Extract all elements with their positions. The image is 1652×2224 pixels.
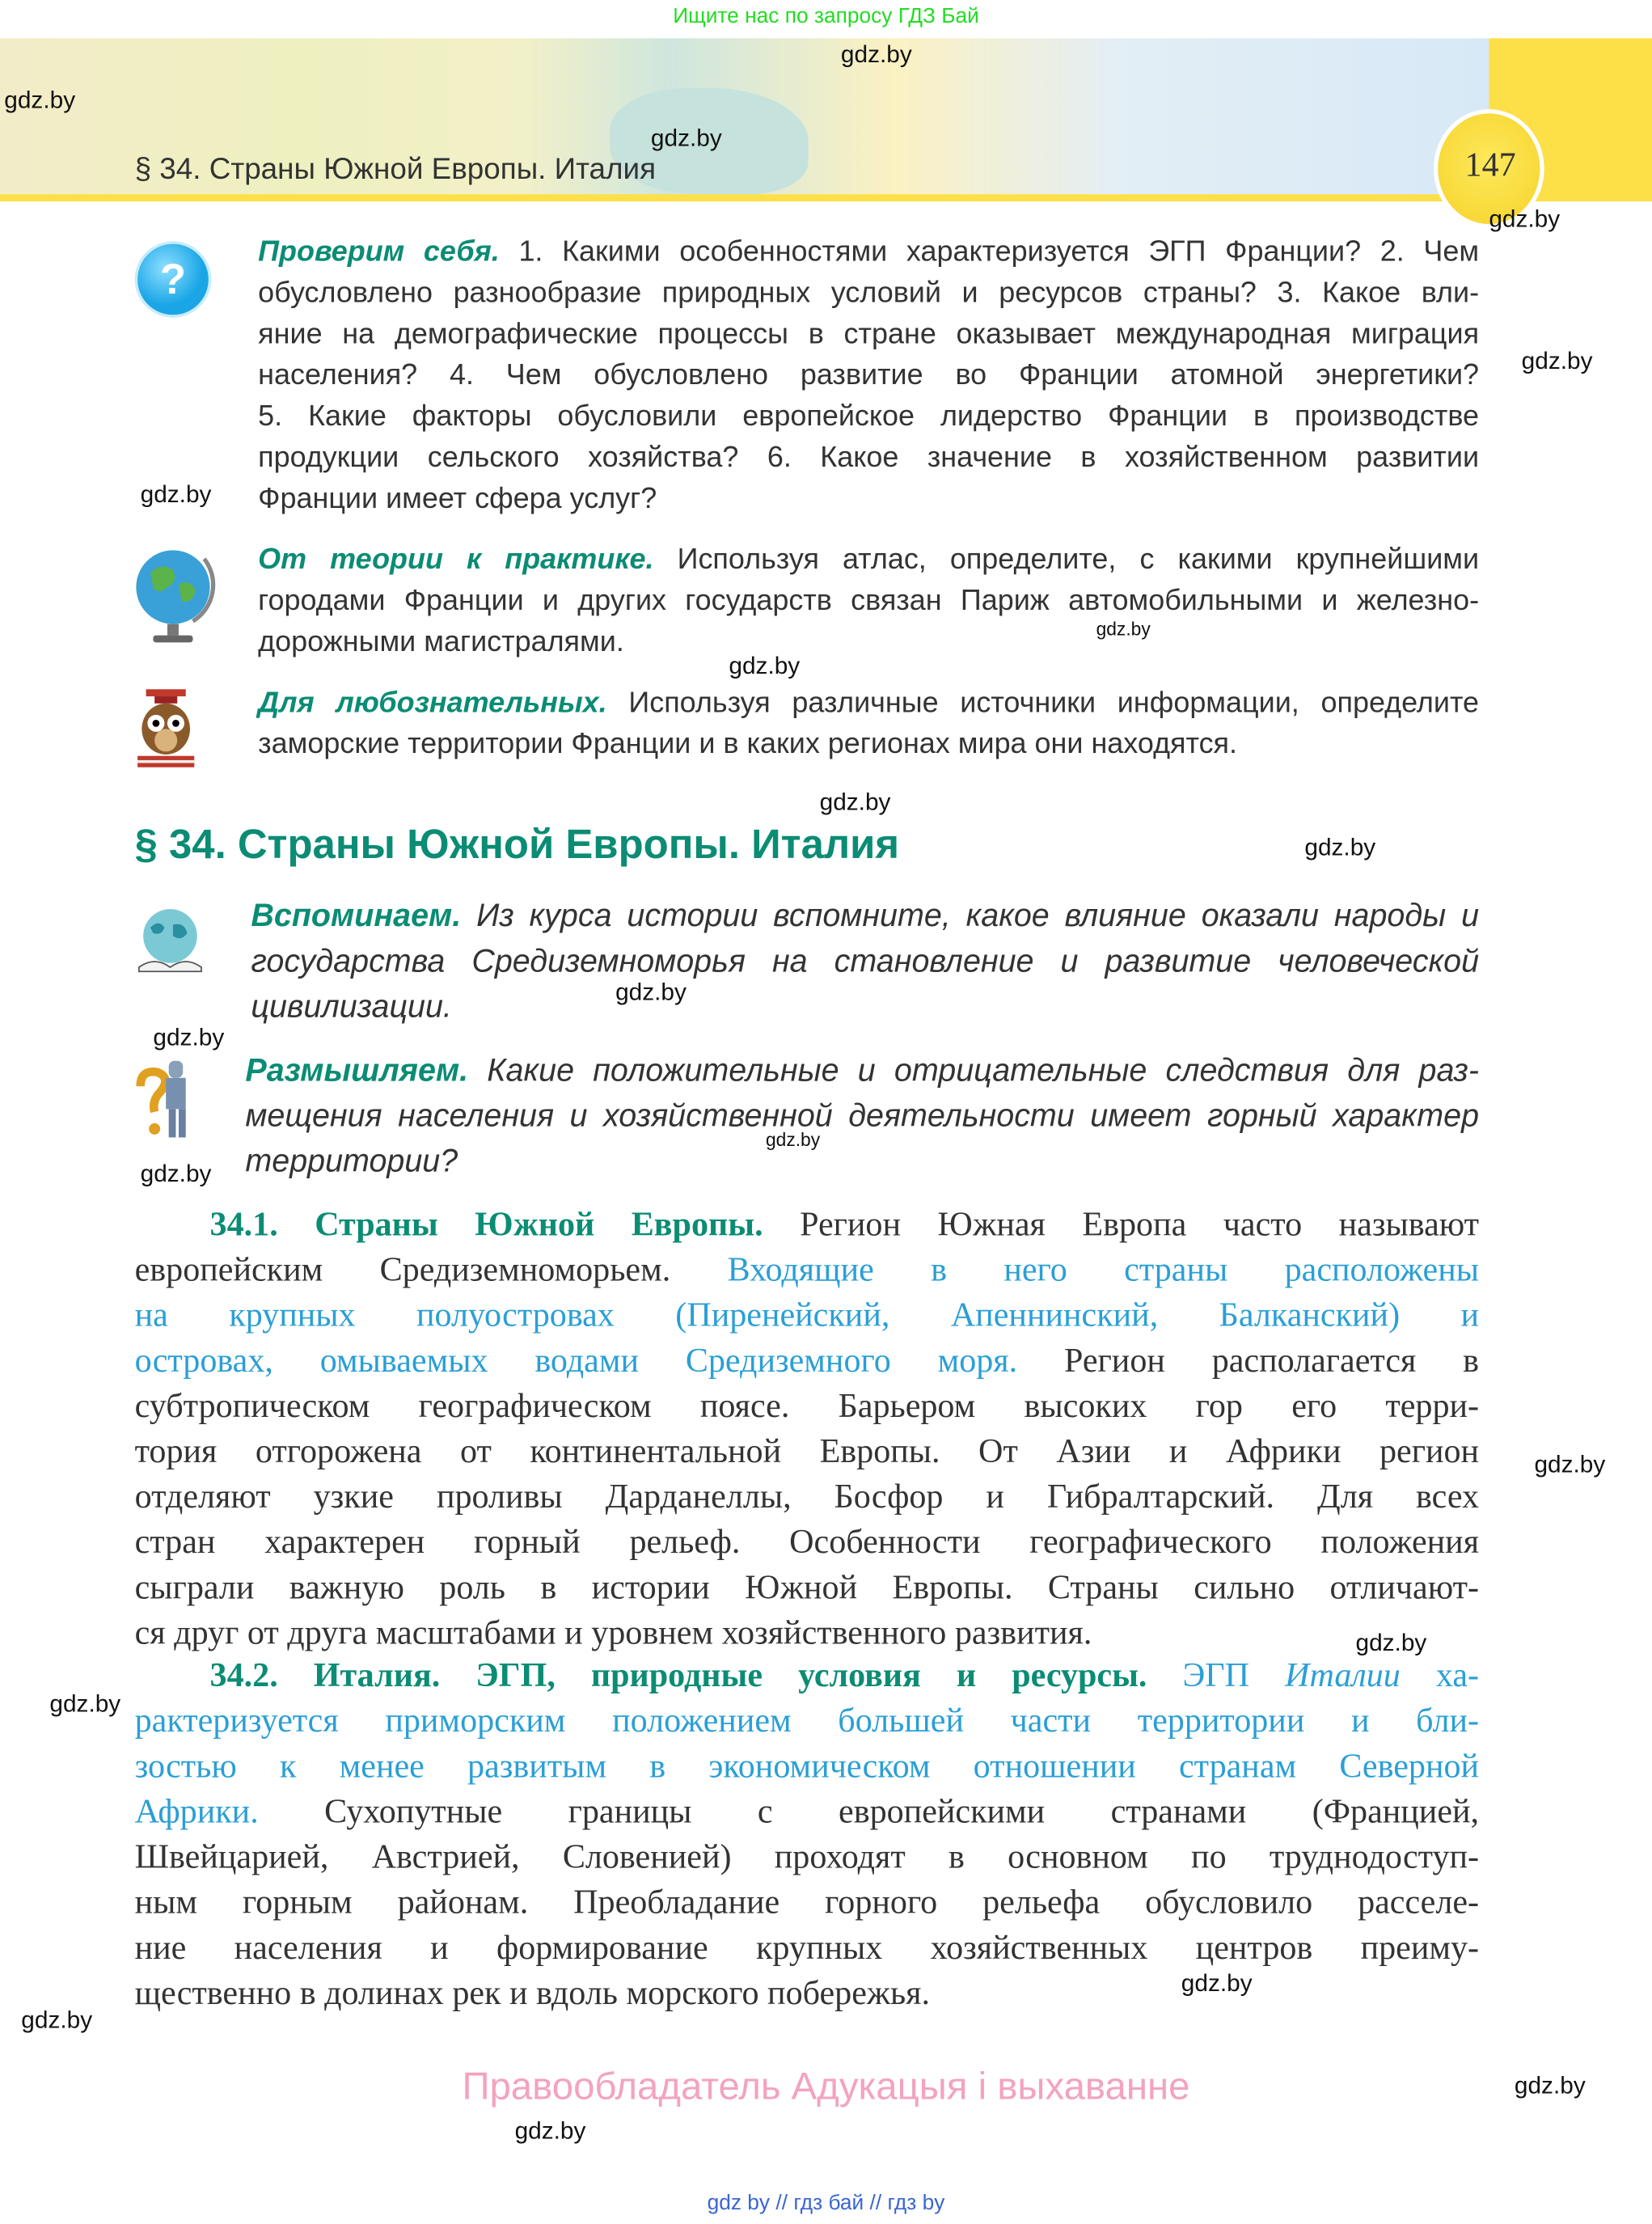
text-line xyxy=(251,939,1479,984)
text-line xyxy=(251,894,1479,939)
page-number: 147 xyxy=(1464,147,1516,184)
text-run: ным горным районам. Преобладание горного рельефа обусловило расселе- xyxy=(134,1884,1480,1922)
rubric-heading: Для любознательных. xyxy=(258,686,607,720)
watermark: gdz.by xyxy=(514,2117,586,2145)
text-line xyxy=(258,539,1479,580)
rubric-heading: Вспоминаем. xyxy=(251,898,462,933)
rubric-heading: Размышляем. xyxy=(245,1052,469,1089)
text-run: щественно в долинах рек и вдоль морского побережья. xyxy=(134,1975,931,2013)
text-line xyxy=(135,1744,1479,1790)
text-line xyxy=(245,1093,1479,1139)
watermark: gdz.by xyxy=(840,40,912,69)
watermark: gdz.by xyxy=(650,125,722,152)
text-line xyxy=(135,1385,1479,1430)
watermark: gdz.by xyxy=(1534,1450,1606,1478)
text-line xyxy=(251,984,1479,1030)
text-run: Регион Южная Европа часто называют xyxy=(763,1207,1480,1244)
reflect-prompt xyxy=(245,1048,1479,1184)
highlighted-text: Входящие в него страны расположены xyxy=(727,1252,1480,1290)
highlighted-text: ЭГП xyxy=(1182,1658,1286,1695)
text-line xyxy=(258,723,1479,764)
text-run: государства Средиземноморья на становление и развитие человеческой xyxy=(251,943,1480,979)
text-line xyxy=(258,618,1479,662)
check-yourself-questions xyxy=(258,231,1479,519)
text-line xyxy=(135,1430,1479,1475)
text-line xyxy=(135,1293,1479,1338)
text-line xyxy=(135,1699,1479,1744)
text-line xyxy=(135,1611,1479,1656)
watermark: gdz.by xyxy=(1304,834,1376,861)
running-title: § 34. Страны Южной Европы. Италия xyxy=(134,153,657,186)
text-line xyxy=(135,1926,1479,1971)
remember-prompt xyxy=(251,894,1479,1030)
text-line xyxy=(135,1520,1479,1566)
text-line xyxy=(258,395,1479,437)
watermark: gdz.by xyxy=(4,86,76,114)
highlighted-text: ха- xyxy=(1400,1658,1480,1695)
text-run: территории? xyxy=(245,1143,458,1179)
thinking-figure-icon xyxy=(132,1052,200,1143)
text-line xyxy=(134,1969,1479,2017)
highlighted-text: островах, омываемых водами Средиземного моря. xyxy=(134,1342,1018,1380)
text-run xyxy=(1147,1658,1182,1695)
text-line xyxy=(135,1248,1479,1293)
for-curious-task xyxy=(258,683,1479,765)
highlighted-text: на крупных полуостровах (Пиренейский, Апеннинский, Балканский) и xyxy=(134,1297,1480,1335)
watermark: gdz.by xyxy=(615,979,687,1006)
text-line xyxy=(245,1139,1479,1184)
watermark: gdz.by xyxy=(140,480,212,508)
text-run: отделяют узкие проливы Дарданеллы, Босфор и Гибралтарский. Для всех xyxy=(134,1479,1480,1516)
text-line xyxy=(135,1835,1479,1880)
text-line xyxy=(258,231,1479,273)
text-line xyxy=(135,1880,1479,1926)
text-run: Швейцарией, Австрией, Словенией) проходят в основном по труднодоступ- xyxy=(134,1839,1480,1877)
text-run: Какие положительные и отрицательные следствия для раз- xyxy=(468,1052,1480,1089)
watermark: gdz.by xyxy=(819,789,891,816)
text-line xyxy=(135,1654,1479,1699)
header-divider xyxy=(0,194,1652,201)
top-ad-link[interactable]: Ищите нас по запросу ГДЗ Бай xyxy=(673,4,979,29)
highlighted-text: рактеризуется приморским положением большей части территории и бли- xyxy=(134,1703,1480,1740)
watermark: gdz.by xyxy=(765,1128,821,1151)
rubric-heading: 34.1. Страны Южной Европы. xyxy=(209,1207,763,1244)
highlighted-text: зостью к менее развитым в экономическом отношении странам Северной xyxy=(134,1748,1480,1786)
highlighted-text: Италии xyxy=(1285,1658,1401,1695)
text-run: Регион располагается в xyxy=(1017,1342,1480,1380)
text-line xyxy=(135,1566,1479,1611)
text-run: заморские территории Франции и в каких регионах мира они находятся. xyxy=(258,727,1238,760)
text-line xyxy=(135,1203,1479,1248)
text-run: городами Франции и других государств связан Париж автомобильными и железно- xyxy=(258,584,1480,617)
text-line xyxy=(258,580,1479,621)
text-run: Франции имеет сфера услуг? xyxy=(258,482,657,515)
globe-icon xyxy=(130,542,218,647)
rights-holder-notice: Правообладатель Адукацыя і выхаванне xyxy=(462,2065,1190,2108)
text-line xyxy=(258,314,1479,355)
text-run: цивилизации. xyxy=(251,988,452,1025)
watermark: gdz.by xyxy=(1514,2072,1586,2099)
text-line xyxy=(135,1475,1479,1520)
text-run: Используя различные источники информации, определите xyxy=(606,686,1480,720)
question-icon xyxy=(132,239,214,321)
text-line xyxy=(258,478,1479,519)
text-run: стран характерен горный рельеф. Особенности географического положения xyxy=(134,1524,1480,1562)
bottom-links[interactable]: gdz by // гдз бай // гдз by xyxy=(707,2191,945,2216)
owl-icon xyxy=(135,687,197,772)
text-run: сыграли важную роль в истории Южной Европы. Страны сильно отличают- xyxy=(134,1570,1480,1607)
text-run: ся друг от друга масштабами и уровнем хозяйственного развития. xyxy=(134,1615,1092,1653)
text-run: продукции сельского хозяйства? 6. Какое значение в хозяйственном развитии xyxy=(258,441,1480,474)
watermark: gdz.by xyxy=(1096,618,1151,640)
watermark: gdz.by xyxy=(1489,205,1561,233)
text-run: населения? 4. Чем обусловлено развитие во Франции атомной энергетики? xyxy=(258,358,1480,392)
watermark: gdz.by xyxy=(49,1690,121,1718)
text-run: ние населения и формирование крупных хозяйственных центров преиму- xyxy=(134,1930,1480,1968)
text-run: тория отгорожена от континентальной Европы. От Азии и Африки регион xyxy=(134,1433,1480,1471)
text-line xyxy=(135,1790,1479,1835)
section-title: § 34. Страны Южной Европы. Италия xyxy=(134,822,900,869)
watermark: gdz.by xyxy=(1181,1969,1253,1998)
text-run: 5. Какие факторы обусловили европейское лидерство Франции в производстве xyxy=(258,400,1480,433)
rubric-heading: От теории к практике. xyxy=(258,543,654,576)
watermark: gdz.by xyxy=(153,1024,225,1051)
paragraph-34-1 xyxy=(135,1203,1479,1656)
globe-book-icon xyxy=(133,907,207,975)
highlighted-text: Африки. xyxy=(134,1794,259,1831)
text-run: мещения населения и хозяйственной деятельности имеет горный характер xyxy=(245,1097,1480,1134)
text-run: Из курса истории вспомните, какое влияние оказали народы и xyxy=(461,898,1480,933)
text-line xyxy=(245,1048,1479,1093)
paragraph-34-2 xyxy=(135,1654,1479,2017)
watermark: gdz.by xyxy=(729,652,801,679)
watermark: gdz.by xyxy=(1521,347,1593,374)
text-run: Сухопутные границы с европейскими странами (Францией, xyxy=(258,1794,1480,1831)
text-line xyxy=(258,683,1479,724)
watermark: gdz.by xyxy=(140,1160,212,1187)
text-run: обусловлено разнообразие природных условий и ресурсов страны? 3. Какое вли- xyxy=(258,276,1480,310)
text-line xyxy=(135,1338,1479,1384)
text-line xyxy=(258,273,1479,314)
text-run: Используя атлас, определите, с какими крупнейшими xyxy=(653,543,1480,576)
watermark: gdz.by xyxy=(21,2006,93,2034)
theory-to-practice-task xyxy=(258,539,1479,662)
text-run: яние на демографические процессы в стране оказывает международная миграция xyxy=(258,317,1480,351)
text-run: дорожными магистралями. xyxy=(258,625,624,658)
rubric-heading: Проверим себя. xyxy=(258,235,500,268)
text-run: субтропическом географическом поясе. Барьером высоких гор его терри- xyxy=(134,1388,1480,1426)
watermark: gdz.by xyxy=(1355,1629,1427,1657)
rubric-heading: 34.2. Италия. ЭГП, природные условия и ресурсы. xyxy=(209,1658,1147,1695)
text-run: 1. Какими особенностями характеризуется ЭГП Франции? 2. Чем xyxy=(499,235,1480,268)
text-run: европейским Средиземноморьем. xyxy=(134,1252,728,1290)
text-line xyxy=(258,437,1479,478)
text-line xyxy=(258,354,1479,395)
svg-text:?: ? xyxy=(159,256,187,304)
